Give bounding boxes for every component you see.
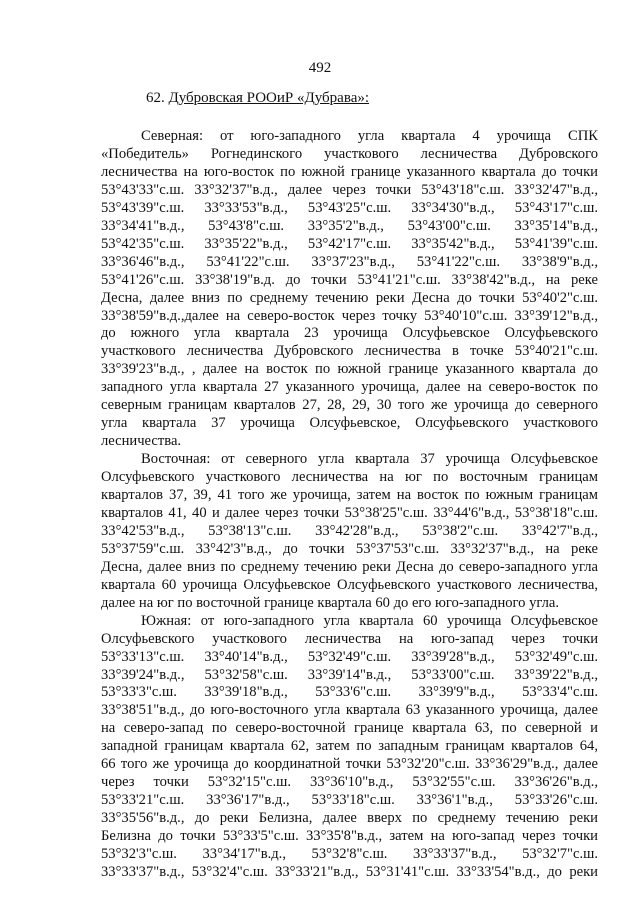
text-line: 53°33'21"с.ш. 33°36'17"в.д., 53°33'18"с.ш. 33°36'1"в.д., 53°33'26"с.ш. (101, 792, 598, 809)
text-line: 53°32'3"с.ш. 33°34'17"в.д., 53°32'8"с.ш. 33°33'37"в.д., 53°32'7"с.ш. (101, 846, 598, 862)
text-line: Олсуфьевского участкового лесничества на юг по восточным границам (101, 469, 598, 486)
page-number: 492 (308, 60, 332, 76)
text-line: на северо-запад по северо-восточной границе квартала 63, по северной и (101, 720, 598, 737)
text-line: 66 того же урочища до координатной точки 53°32'20"с.ш. 33°36'29"в.д., далее (101, 756, 598, 773)
text-line: далее на юг по восточной границе квартала 60 до его юго-западного угла. (101, 594, 560, 611)
section-title: Дубровская РООиР «Дубрава»: (168, 90, 370, 106)
text-line: 33°35'56"в.д., до реки Белизна, далее вверх по среднему течению реки (101, 810, 598, 827)
text-line: 53°37'59"с.ш. 33°42'3"в.д., до точки 53°37'53"с.ш. 33°32'37"в.д., на реке (101, 540, 598, 557)
text-line: 33°42'53"в.д., 53°38'13"с.ш. 33°42'28"в.д., 53°38'2"с.ш. 33°42'7"в.д., (101, 522, 598, 539)
text-line: западной границам квартала 62, затем по западным границам кварталов 64, (101, 738, 598, 755)
text-line: 53°43'33"с.ш. 33°32'37"в.д., далее через точки 53°43'18"с.ш. 33°32'47"в.д., (101, 181, 598, 198)
text-line: участкового лесничества Дубровского лесничества в точке 53°40'21"с.ш. (101, 343, 598, 360)
text-line: 33°33'37"в.д., 53°32'4"с.ш. 33°33'21"в.д., 53°31'41"с.ш. 33°33'54"в.д., до реки (101, 863, 598, 880)
text-line: 33°38'59"в.д.,далее на северо-восток через точку 53°40'10"с.ш. 33°39'12"в.д., (101, 307, 598, 324)
text-line: Белизна до точки 53°33'5"с.ш. 33°35'8"в.д., затем на юго-запад через точки (101, 828, 598, 845)
text-line: «Победитель» Рогнединского участкового лесничества Дубровского (101, 145, 598, 162)
section-heading (146, 90, 369, 107)
text-line: Олсуфьевского участкового лесничества на юго-запад через точки (101, 630, 598, 647)
text-line: Южная: от юго-западного угла квартала 60 урочища Олсуфьевское (141, 612, 598, 629)
text-line: до южного угла квартала 23 урочища Олсуфьевское Олсуфьевского (101, 325, 598, 342)
text-line: 53°33'3"с.ш. 33°39'18"в.д., 53°33'6"с.ш. 33°39'9"в.д., 53°33'4"с.ш. (101, 684, 598, 701)
text-line: Северная: от юго-западного угла квартала 4 урочища СПК (141, 128, 598, 144)
text-line: 53°33'13"с.ш. 33°40'14"в.д., 53°32'49"с.ш. 33°39'28"в.д., 53°32'49"с.ш. (101, 648, 598, 665)
text-line: 33°36'46"в.д., 53°41'22"с.ш. 33°37'23"в.д., 53°41'22"с.ш. 33°38'9"в.д., (101, 253, 598, 270)
text-line: кварталов 41, 40 и далее через точки 53°38'25"с.ш. 33°44'6"в.д., 53°38'18"с.ш. (101, 504, 598, 521)
text-line: Восточная: от северного угла квартала 37 урочища Олсуфьевское (141, 451, 598, 468)
text-line: 33°34'41"в.д., 53°43'8"с.ш. 33°35'2"в.д., 53°43'00"с.ш. 33°35'14"в.д., (101, 217, 598, 234)
text-line: квартала 60 урочища Олсуфьевское Олсуфьевского участкового лесничества, (101, 576, 598, 593)
text-line: 33°38'51"в.д., до юго-восточного угла квартала 63 указанного урочища, далее (101, 702, 598, 719)
text-line: лесничества на юго-восток по южной границе указанного квартала до точки (101, 163, 598, 180)
text-line: 33°39'24"в.д., 53°32'58"с.ш. 33°39'14"в.д., 53°33'00"с.ш. 33°39'22"в.д., (101, 666, 598, 683)
text-line: Десна, далее вниз по среднему течению реки Десна до точки 53°40'2"с.ш. (101, 289, 598, 306)
text-line: 33°39'23"в.д., , далее на восток по южной границе указанного квартала до (101, 361, 598, 378)
text-line: 53°42'35"с.ш. 33°35'22"в.д., 53°42'17"с.ш. 33°35'42"в.д., 53°41'39"с.ш. (101, 235, 598, 252)
text-line: через точки 53°32'15"с.ш. 33°36'10"в.д., 53°32'55"с.ш. 33°36'26"в.д., (101, 774, 598, 791)
text-line: 53°41'26"с.ш. 33°38'19"в.д. до точки 53°41'21"с.ш. 33°38'42"в.д., на реке (101, 271, 598, 288)
text-line: Десна, далее вниз по среднему течению реки Десна до северо-западного угла (101, 558, 598, 575)
section-number: 62. (146, 90, 165, 106)
text-line: лесничества. (101, 433, 182, 450)
text-line: угла квартала 37 урочища Олсуфьевское, Олсуфьевского участкового (101, 415, 598, 432)
text-line: 53°43'39"с.ш. 33°33'53"в.д., 53°43'25"с.ш. 33°34'30"в.д., 53°43'17"с.ш. (101, 199, 598, 216)
text-line: кварталов 37, 39, 41 того же урочища, затем на восток по южным границам (101, 487, 598, 503)
text-line: западного угла квартала 27 указанного урочища, далее на северо-восток по (101, 379, 598, 396)
text-line: северным границам кварталов 27, 28, 29, 30 того же урочища до северного (101, 397, 598, 414)
